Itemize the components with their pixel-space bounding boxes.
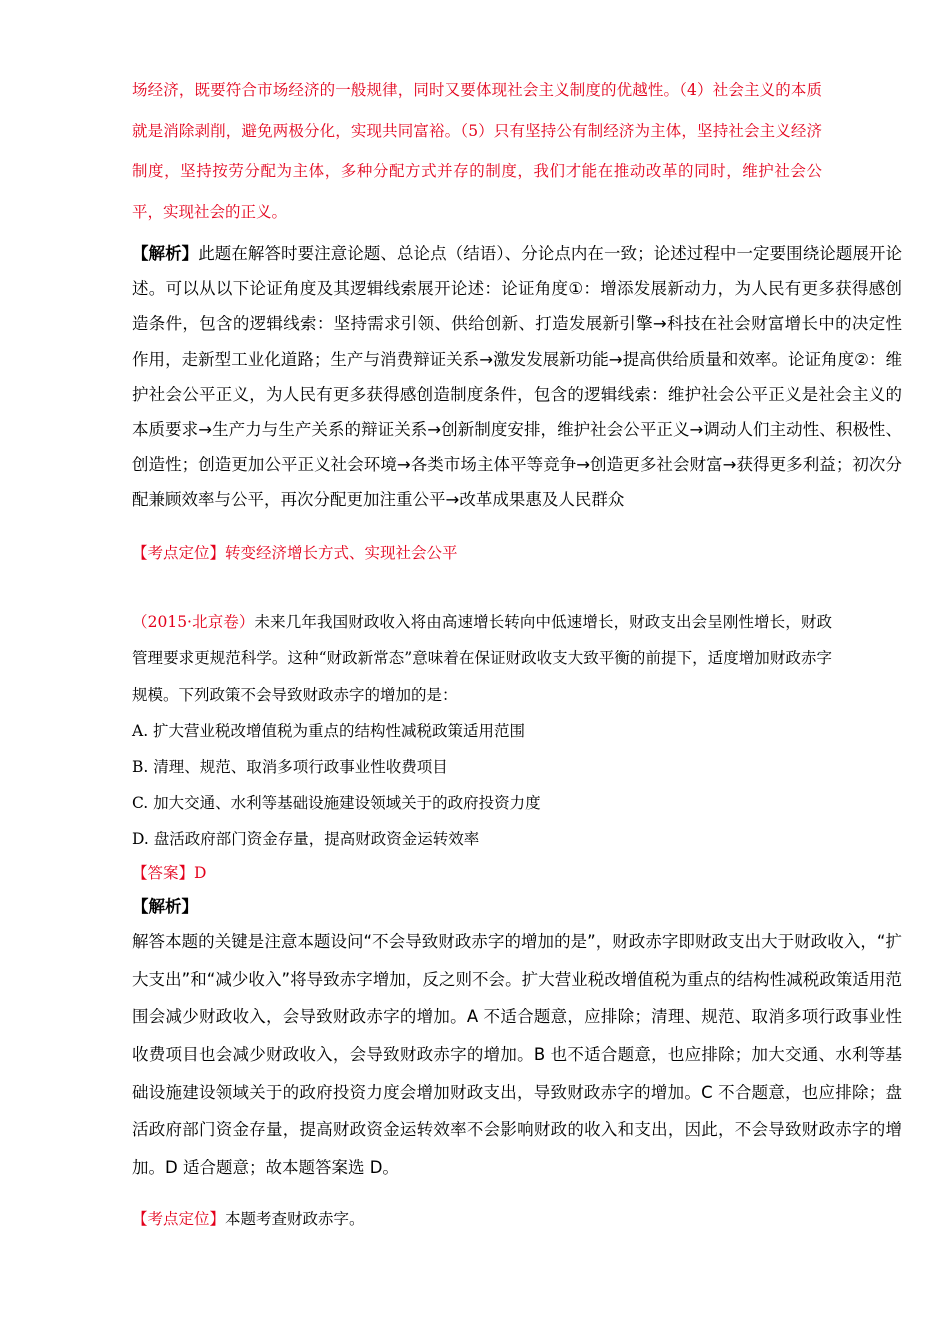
analysis-section-2: 解答本题的关键是注意本题设问“不会导致财政赤字的增加的是”，财政赤字即财政支出大于财政收入，“扩大支出”和“减少收入”将导致赤字增加，反之则不会。扩大营业税改增值税为重点的结构性减税政策适用范围会减少财政收入，会导致财政赤字的增加。A 不适合题意，应排除；清理、规范、取消多项行政事业性收费项目也会减少财政收入，会导致财政赤字的增加。B 也不适合题意，也应排除；加大交通、水利等基础设施建设领域关于的政府投资力度会增加财政支出，导致财政赤字的增加。C 不合题意，也应排除；盘活政府部门资金存量，提高财政资金运转效率不会影响财政的收入和支出，因此，不会导致财政赤字的增加。D 适合题意；故本题答案选 D。 [132, 932, 902, 1177]
exam-point-label: 【考点定位】 [132, 543, 226, 562]
analysis-label: 【解析】 [132, 244, 199, 263]
analysis-text: 此题在解答时要注意论题、总论点（结语）、分论点内在一致；论述过程中一定要围绕论题展开论述。可以从以下论证角度及其逻辑线索展开论述：论证角度①：增添发展新动力，为人民有更多获得感创造条件，包含的逻辑线索：坚持需求引领、供给创新、打造发展新引擎→科技在社会财富增长中的决定性作用，走新型工业化道路；生产与消费辩证关系→激发发展新功能→提高供给质量和效率。论证角度②：维护社会公平正义，为人民有更多获得感创造制度条件，包含的逻辑线索：维护社会公平正义是社会主义的本质要求→生产力与生产关系的辩证关系→创新制度安排，维护社会公平正义→调动人们主动性、积极性、创造性；创造更加公平正义社会环境→各类市场主体平等竞争→创造更多社会财富→获得更多利益；初次分配兼顾效率与公平，再次分配更加注重公平→改革成果惠及人民群众 [132, 244, 903, 510]
exam-point-label-2: 【考点定位】 [132, 1210, 226, 1229]
document-page [132, 70, 902, 1232]
analysis-label-2: 【解析】 [132, 897, 198, 917]
question-source: （2015·北京卷） [132, 612, 255, 631]
question-stem [132, 604, 832, 714]
option-d: D. 盘活政府部门资金存量，提高财政资金运转效率 [132, 830, 480, 849]
answer-value: D [194, 864, 207, 883]
answer-label: 【答案】 [132, 864, 195, 883]
answer-line [132, 857, 902, 889]
question-text: 未来几年我国财政收入将由高速增长转向中低速增长，财政支出会呈刚性增长，财政管理要求更规范科学。这种“财政新常态”意味着在保证财政收支大致平衡的前提下，适度增加财政赤字规模。下列政策不会导致财政赤字的增加的是： [132, 612, 833, 704]
answer-continuation: 场经济，既要符合市场经济的一般规律，同时又要体现社会主义制度的优越性。（4）社会主义的本质就是消除剥削，避免两极分化，实现共同富裕。（5）只有坚持公有制经济为主体，坚持社会主义经济制度，坚持按劳分配为主体，多种分配方式并存的制度，我们才能在推动改革的同时，维护社会公平，实现社会的正义。 [132, 81, 822, 221]
analysis-section-1 [132, 236, 902, 518]
exam-point-2 [132, 1206, 902, 1232]
option-b: B. 清理、规范、取消多项行政事业性收费项目 [132, 758, 448, 777]
option-a: A. 扩大营业税改增值税为重点的结构性减税政策适用范围 [132, 722, 526, 741]
option-c: C. 加大交通、水利等基础设施建设领域关于的政府投资力度 [132, 794, 541, 813]
exam-point-1 [132, 540, 902, 566]
exam-point-text-2: 本题考查财政赤字。 [225, 1210, 365, 1229]
exam-point-text: 转变经济增长方式、实现社会公平 [225, 543, 458, 562]
